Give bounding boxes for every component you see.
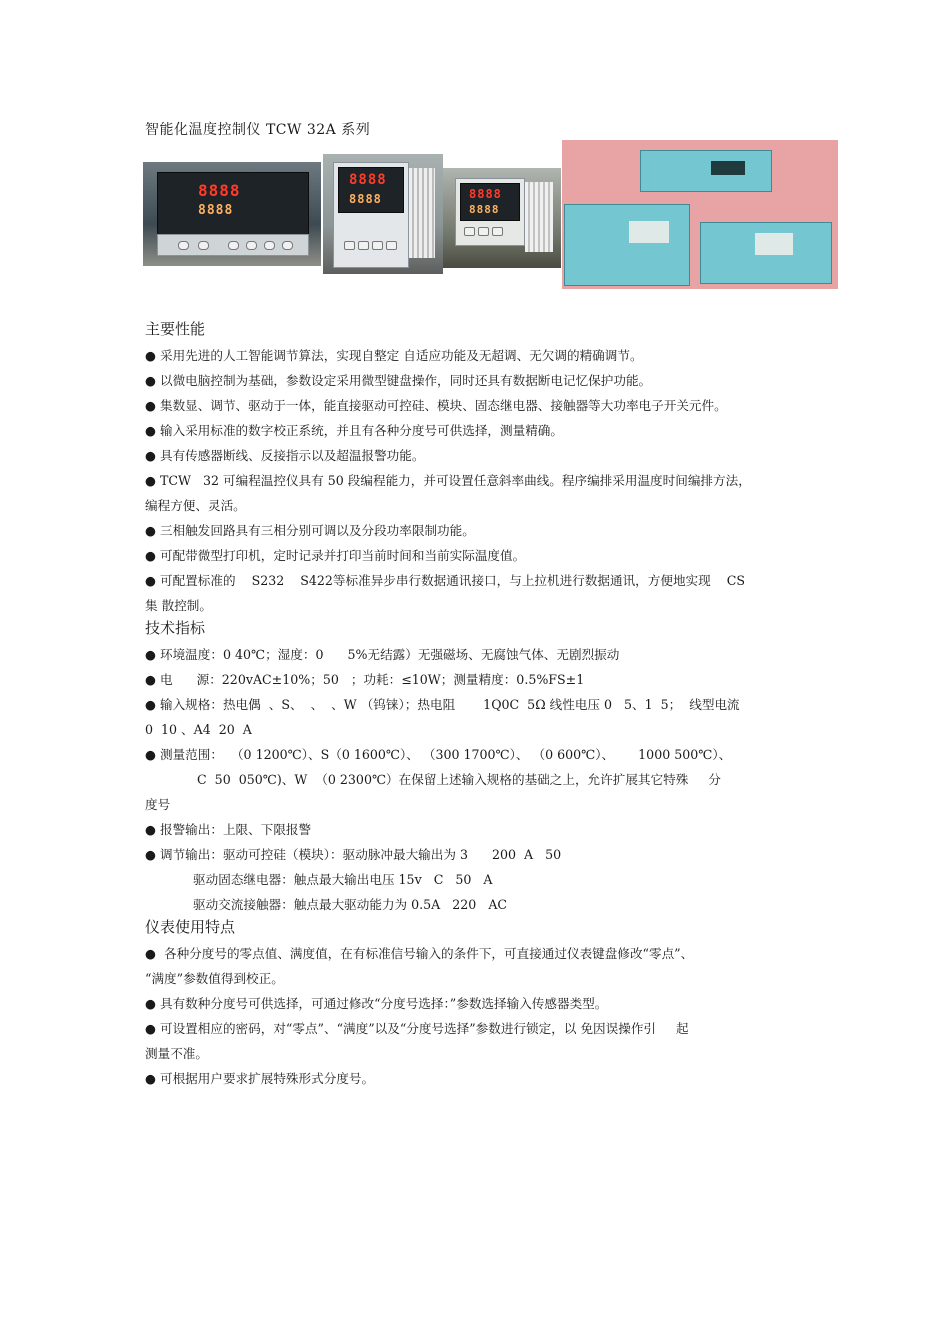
text-line: ● 输入规格：热电偶 、S、 、 、W （钨铼）；热电阻 1Q0C 5Ω 线性电压 0 5、1 5； 线型电流 (145, 697, 740, 712)
text-line: ● 报警输出：上限、下限报警 (145, 822, 312, 837)
key-button (372, 241, 383, 250)
key-button (386, 241, 397, 250)
text-line: “满度”参数值得到校正。 (145, 971, 284, 986)
text-line: ● 集数显、调节、驱动于一体，能直接驱动可控硅、模块、固态继电器、接触器等大功率电子开关元件。 (145, 398, 727, 413)
controller-front-panel (460, 183, 520, 221)
text-line: 驱动交流接触器：触点最大驱动能力为 0.5A 220 AC (145, 897, 508, 912)
text-line: ● 以微电脑控制为基础，参数设定采用微型键盘操作，同时还具有数据断电记忆保护功能。 (145, 373, 652, 388)
instrument-chassis (564, 204, 690, 286)
key-button (282, 241, 293, 250)
instrument-display (711, 161, 745, 175)
text-line: ● 环境温度：0 40℃；湿度：0 5%无结露）无强磁场、无腐蚀气体、无剧烈振动 (145, 647, 620, 662)
controller-front-panel (157, 172, 309, 236)
key-button (264, 241, 275, 250)
instrument-chassis (640, 150, 772, 192)
product-photo-2 (323, 154, 443, 274)
pv-display: 8888 (198, 181, 241, 200)
section-heading-usage-features: 仪表使用特点 (145, 918, 236, 936)
text-line: ● 输入采用标准的数字校正系统，并且有各种分度号可供选择，测量精确。 (145, 423, 563, 438)
text-line: ● 各种分度号的零点值、满度值，在有标准信号输入的条件下，可直接通过仪表键盘修改“零点”、 (145, 946, 694, 961)
key-button (464, 227, 475, 236)
vent-slots (525, 182, 553, 252)
sv-display: 8888 (349, 192, 382, 206)
text-line: 度号 (145, 797, 171, 812)
text-line: ● 可根据用户要求扩展特殊形式分度号。 (145, 1071, 375, 1086)
text-line: 0 10 、A4 20 A (145, 722, 252, 737)
pv-display: 8888 (469, 187, 502, 201)
key-button (478, 227, 489, 236)
text-line: ● 可配置标准的 S232 S422等标准异步串行数据通讯接口，与上拉机进行数据通讯，方便地实现 CS (145, 573, 745, 588)
controller-housing (333, 162, 409, 268)
sv-display: 8888 (198, 203, 234, 218)
product-photo-1 (143, 162, 321, 266)
product-photo-4 (562, 140, 838, 289)
text-line: ● 具有传感器断线、反接指示以及超温报警功能。 (145, 448, 425, 463)
instrument-chassis (700, 222, 832, 284)
text-line: ● TCW 32 可编程温控仪具有 50 段编程能力，并可设置任意斜率曲线。程序编排采用温度时间编排方法， (145, 473, 751, 488)
text-line: 编程方便、灵活。 (145, 498, 246, 513)
instrument-meter (755, 233, 793, 255)
key-button (492, 227, 503, 236)
product-photo-3 (443, 168, 561, 268)
text-line: ● 调节输出：驱动可控硅（模块）：驱动脉冲最大输出为 3 200 A 50 (145, 847, 562, 862)
key-button (358, 241, 369, 250)
text-line: ● 具有数种分度号可供选择，可通过修改“分度号选择：”参数选择输入传感器类型。 (145, 996, 608, 1011)
text-line: ● 电 源：220vAC±10%；50 ；功耗：≤10W；测量精度：0.5%FS±1 (145, 672, 585, 687)
section-heading-technical-specs: 技术指标 (145, 619, 206, 637)
instrument-meter (629, 221, 669, 243)
text-line: 测量不准。 (145, 1046, 208, 1061)
controller-housing (455, 178, 525, 246)
key-button (228, 241, 239, 250)
sv-display: 8888 (469, 203, 500, 216)
text-line: ● 三相触发回路具有三相分别可调以及分段功率限制功能。 (145, 523, 475, 538)
key-button (246, 241, 257, 250)
text-line: 集 散控制。 (145, 598, 212, 613)
section-heading-main-performance: 主要性能 (145, 320, 206, 338)
controller-front-panel (338, 167, 404, 213)
text-line: C 50 050℃)、W （0 2300℃）在保留上述输入规格的基础之上，允许扩展其它特殊 分 (145, 772, 721, 787)
pv-display: 8888 (349, 172, 387, 188)
key-button (178, 241, 189, 250)
vent-slots (409, 168, 435, 258)
text-line: ● 测量范围： （0 1200℃）、S（0 1600℃）、 （300 1700℃）、 （0 600℃）、 1000 500℃）、 (145, 747, 732, 762)
key-button (344, 241, 355, 250)
document-title: 智能化温度控制仪 TCW 32A 系列 (145, 122, 371, 138)
controller-button-strip (157, 234, 309, 256)
key-button (198, 241, 209, 250)
text-line: ● 采用先进的人工智能调节算法，实现自整定 自适应功能及无超调、无欠调的精确调节。 (145, 348, 643, 363)
text-line: ● 可配带微型打印机，定时记录并打印当前时间和当前实际温度值。 (145, 548, 526, 563)
text-line: 驱动固态继电器：触点最大输出电压 15v C 50 A (145, 872, 493, 887)
text-line: ● 可设置相应的密码，对“零点”、“满度”以及“分度号选择”参数进行锁定，以 免因误操作引 起 (145, 1021, 689, 1036)
